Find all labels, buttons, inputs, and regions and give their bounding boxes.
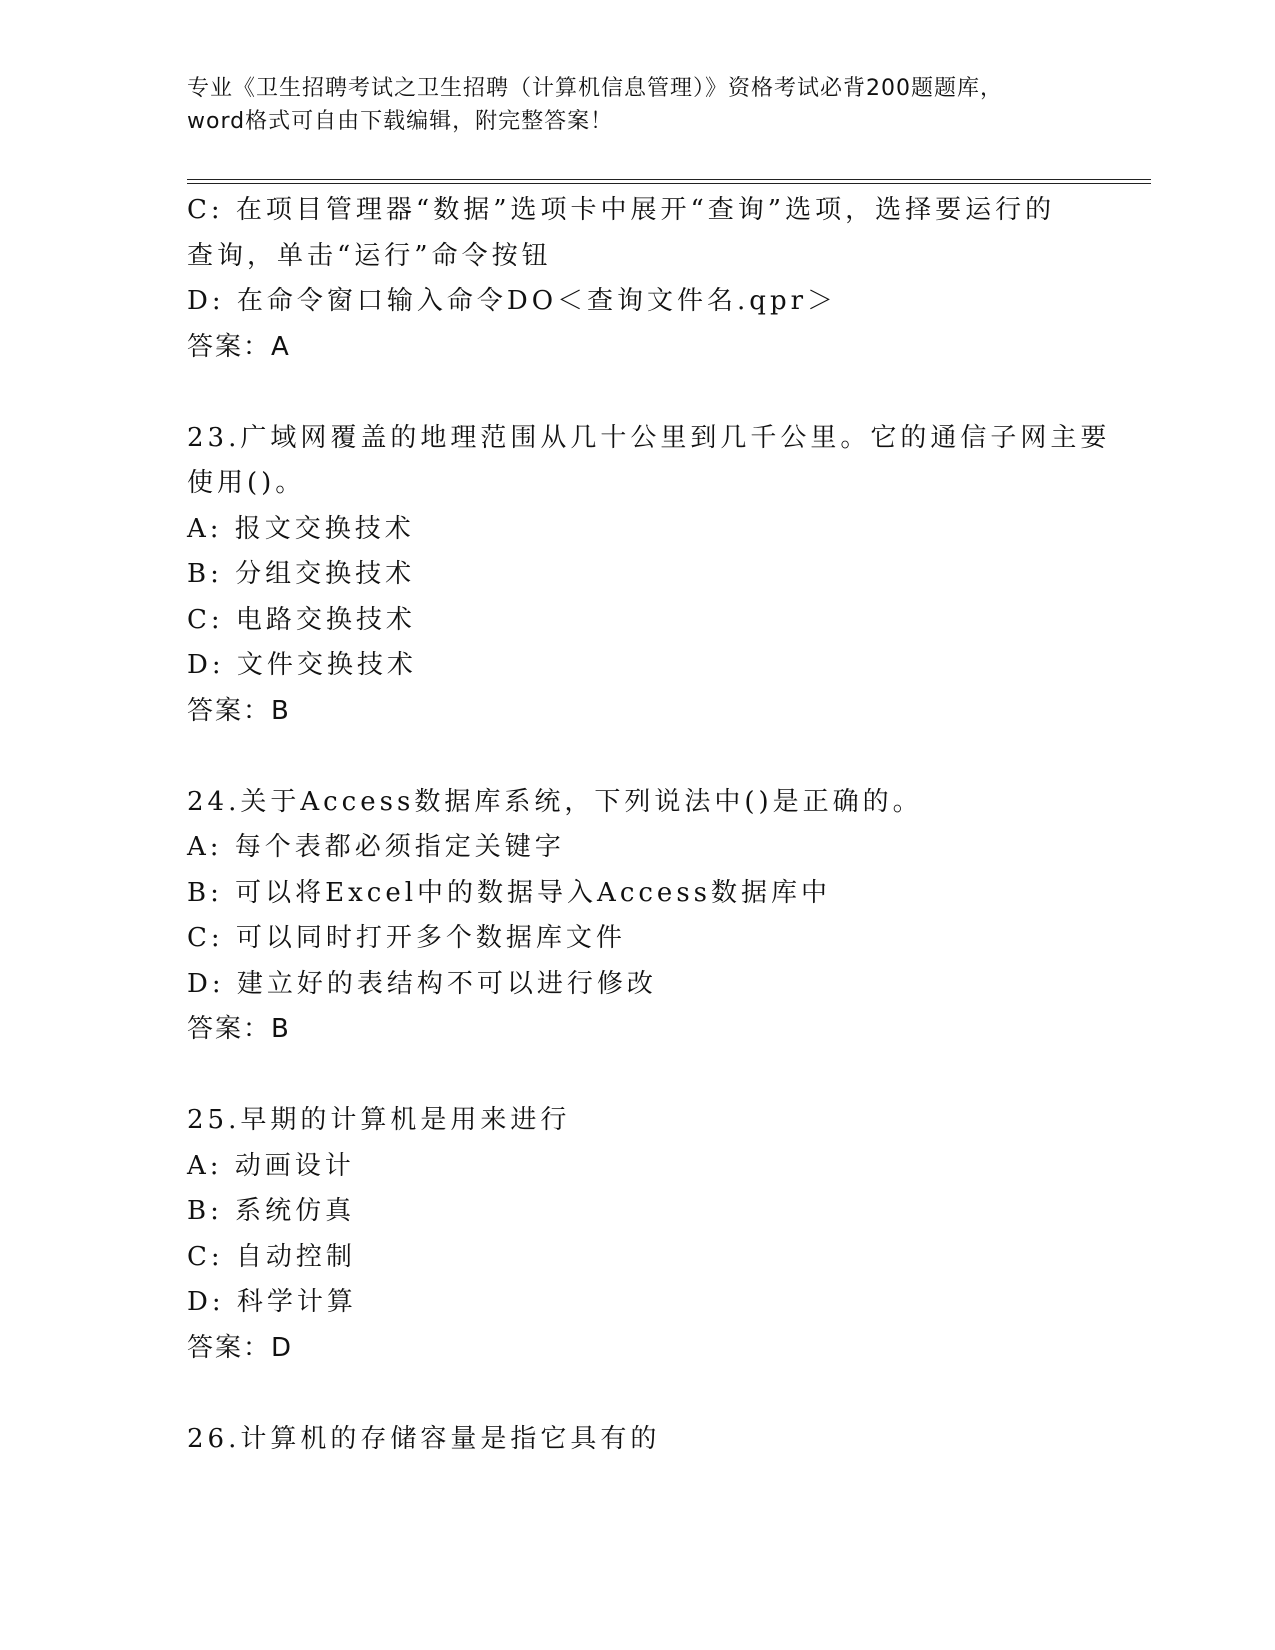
header-title-line-1: 专业《卫生招聘考试之卫生招聘（计算机信息管理）》资格考试必背200题题库， bbox=[187, 76, 1003, 101]
option-c-continued: 查询，单击“运行”命令按钮 bbox=[187, 240, 552, 271]
option-d: D: 文件交换技术 bbox=[187, 650, 417, 680]
option-c: C: 在项目管理器“数据”选项卡中展开“查询”选项，选择要运行的 bbox=[187, 195, 1056, 225]
spacer bbox=[187, 734, 1087, 780]
answer: 答案：B bbox=[187, 695, 291, 726]
question-24 bbox=[187, 780, 1087, 1053]
question-26 bbox=[187, 1417, 1087, 1463]
option-c: C: 可以同时打开多个数据库文件 bbox=[187, 923, 626, 953]
question-23 bbox=[187, 416, 1111, 735]
answer: 答案：D bbox=[187, 1332, 294, 1363]
answer: 答案：A bbox=[187, 331, 291, 362]
option-a: A: 报文交换技术 bbox=[187, 513, 415, 544]
answer: 答案：B bbox=[187, 1014, 291, 1044]
spacer bbox=[187, 1053, 1087, 1099]
question-stem: 25.早期的计算机是用来进行 bbox=[187, 1105, 571, 1135]
option-b: B: 分组交换技术 bbox=[187, 559, 416, 589]
question-stem: 24.关于Access数据库系统，下列说法中()是正确的。 bbox=[187, 786, 923, 817]
option-a: A: 动画设计 bbox=[187, 1150, 355, 1181]
header-title-line-2: word格式可自由下载编辑，附完整答案！ bbox=[187, 109, 614, 134]
question-stem: 26.计算机的存储容量是指它具有的 bbox=[187, 1423, 661, 1454]
question-content bbox=[187, 188, 1111, 1462]
question-22-tail bbox=[187, 188, 1087, 370]
option-c: C: 自动控制 bbox=[187, 1241, 356, 1272]
spacer bbox=[187, 1371, 1087, 1417]
option-d: D: 在命令窗口输入命令DO＜查询文件名.qpr＞ bbox=[187, 286, 838, 316]
option-c: C: 电路交换技术 bbox=[187, 604, 416, 635]
spacer bbox=[187, 370, 1087, 416]
header-divider-bottom bbox=[187, 183, 1151, 184]
option-b: B: 可以将Excel中的数据导入Access数据库中 bbox=[187, 877, 832, 908]
header-divider-top bbox=[187, 179, 1151, 180]
question-stem: 23.广域网覆盖的地理范围从几十公里到几千公里。它的通信子网主要 bbox=[187, 422, 1111, 453]
question-stem-continued: 使用()。 bbox=[187, 468, 306, 498]
option-a: A: 每个表都必须指定关键字 bbox=[187, 832, 565, 862]
option-d: D: 建立好的表结构不可以进行修改 bbox=[187, 968, 657, 999]
option-d: D: 科学计算 bbox=[187, 1287, 357, 1317]
option-b: B: 系统仿真 bbox=[187, 1196, 356, 1226]
document-header bbox=[187, 72, 1087, 138]
question-25 bbox=[187, 1098, 1087, 1371]
